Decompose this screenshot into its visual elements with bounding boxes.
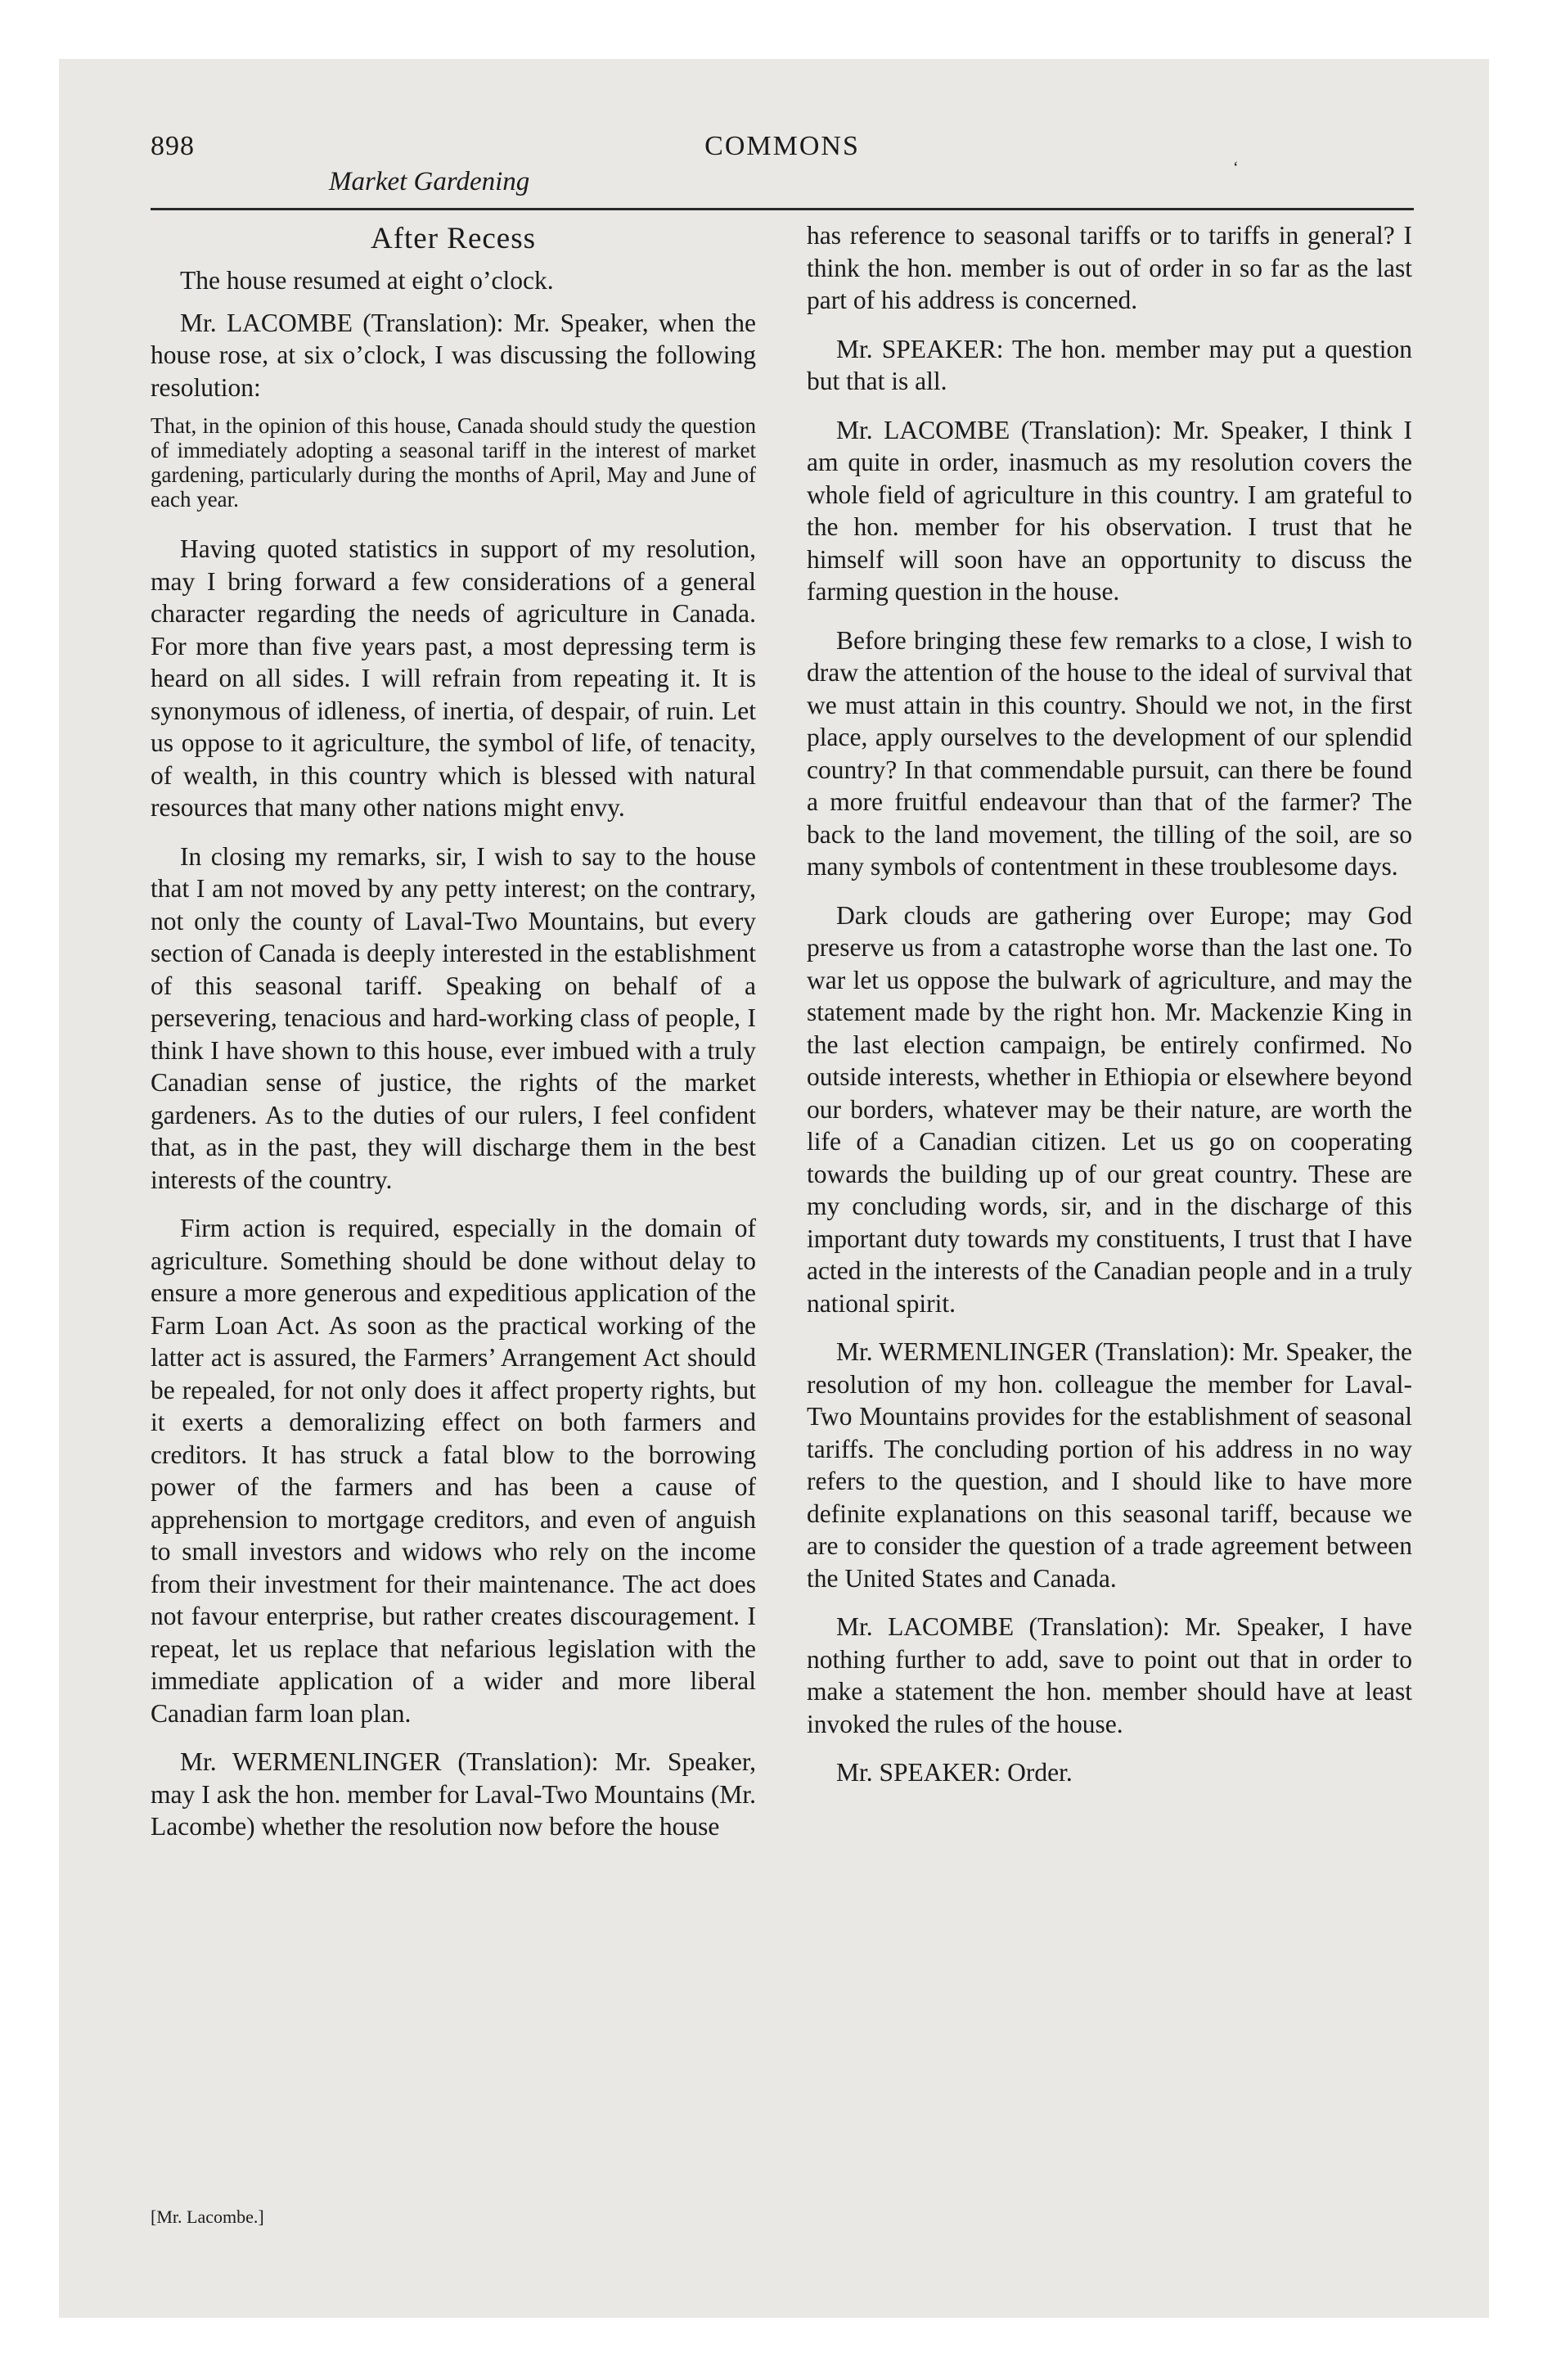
- page-number: 898: [151, 131, 195, 161]
- right-column: [807, 219, 1412, 1805]
- paragraph: Mr. SPEAKER: Order.: [836, 1758, 1073, 1787]
- after-recess-heading: After Recess: [370, 222, 537, 255]
- running-head: COMMONS: [704, 131, 860, 161]
- header-rule: [151, 208, 1414, 210]
- paragraph: Mr. WERMENLINGER (Translation): Mr. Speaker, the resolution of my hon. colleague the member for Laval-Two Mountains provides for the establishment of seasonal tariffs. The concluding portion of his address in no way refers to the question, and I should like to have more definite explanations on this seasonal tariff, because we are to consider the question of a trade agreement between the United States and Canada.: [807, 1337, 1412, 1593]
- paragraph: In closing my remarks, sir, I wish to say to the house that I am not moved by any petty interest; on the contrary, not only the county of Laval-Two Mountains, but every section of Canada is deeply interested in the establishment of this seasonal tariff. Speaking on behalf of a persevering, tenacious and hard-working class of people, I think I have shown to this house, ever imbued with a truly Canadian sense of justice, the rights of the market gardeners. As to the duties of our rulers, I feel confident that, as in the past, they will discharge them in the best interests of the country.: [151, 841, 756, 1194]
- section-title: Market Gardening: [329, 167, 530, 196]
- paragraph: Mr. SPEAKER: The hon. member may put a question but that is all.: [807, 334, 1412, 395]
- resolution-quote: That, in the opinion of this house, Canada should study the question of immediately adopting a seasonal tariff in the interest of market gardening, particularly during the months of April, May and June of each year.: [151, 413, 756, 512]
- footer-note: [Mr. Lacombe.]: [151, 2206, 264, 2227]
- paragraph: Mr. LACOMBE (Translation): Mr. Speaker, I think I am quite in order, inasmuch as my resolution covers the whole field of agriculture in this country. I am grateful to the hon. member for his observation. I trust that he himself will soon have an opportunity to discuss the farming question in the house.: [807, 415, 1412, 606]
- paragraph: Mr. LACOMBE (Translation): Mr. Speaker, I have nothing further to add, save to point out that in order to make a statement the hon. member should have at least invoked the rules of the house.: [807, 1612, 1412, 1738]
- header-mark: ‘: [1233, 159, 1239, 177]
- paragraph: Having quoted statistics in support of my resolution, may I bring forward a few considerations of a general character regarding the needs of agriculture in Canada. For more than five years past, a most depressing term is heard on all sides. I will refrain from repeating it. It is synonymous of idleness, of inertia, of despair, of ruin. Let us oppose to it agriculture, the symbol of life, of tenacity, of wealth, in this country which is blessed with natural resources that many other nations might envy.: [151, 534, 756, 822]
- left-column: [151, 219, 756, 1859]
- document-page: [59, 59, 1489, 2318]
- paragraph: The house resumed at eight o’clock.: [180, 266, 554, 295]
- paragraph: Firm action is required, especially in the domain of agriculture. Something should be done without delay to ensure a more generous and expeditious application of the Farm Loan Act. As soon as the practical working of the latter act is assured, the Farmers’ Arrangement Act should be repealed, for not only does it affect property rights, but it exerts a demoralizing effect on both farmers and creditors. It has struck a fatal blow to the borrowing power of the farmers and has been a cause of apprehension to mortgage creditors, and even of anguish to small investors and widows who rely on the income from their investment for their maintenance. The act does not favour enterprise, but rather creates discouragement. I repeat, let us replace that nefarious legislation with the immediate application of a wider and more liberal Canadian farm loan plan.: [151, 1214, 756, 1728]
- paragraph: Mr. WERMENLINGER (Translation): Mr. Speaker, may I ask the hon. member for Laval-Two Mountains (Mr. Lacombe) whether the resolution now before the house: [151, 1747, 756, 1841]
- paragraph: Before bringing these few remarks to a close, I wish to draw the attention of the house to the ideal of survival that we must attain in this country. Should we not, in the first place, apply ourselves to the development of our splendid country? In that commendable pursuit, can there be found a more fruitful endeavour than that of the farmer? The back to the land movement, the tilling of the soil, are so many symbols of contentment in these troublesome days.: [807, 625, 1412, 881]
- paragraph: has reference to seasonal tariffs or to tariffs in general? I think the hon. member is out of order in so far as the last part of his address is concerned.: [807, 221, 1412, 314]
- paragraph: Mr. LACOMBE (Translation): Mr. Speaker, when the house rose, at six o’clock, I was discussing the following resolution:: [151, 308, 756, 402]
- paragraph: Dark clouds are gathering over Europe; may God preserve us from a catastrophe worse than the last one. To war let us oppose the bulwark of agriculture, and may the statement made by the right hon. Mr. Mackenzie King in the last election campaign, be entirely confirmed. No outside interests, whether in Ethiopia or elsewhere beyond our borders, whatever may be their nature, are worth the life of a Canadian citizen. Let us go on cooperating towards the building up of our great country. These are my concluding words, sir, and in the discharge of this important duty towards my constituents, I trust that I have acted in the interests of the Canadian people and in a truly national spirit.: [807, 900, 1412, 1318]
